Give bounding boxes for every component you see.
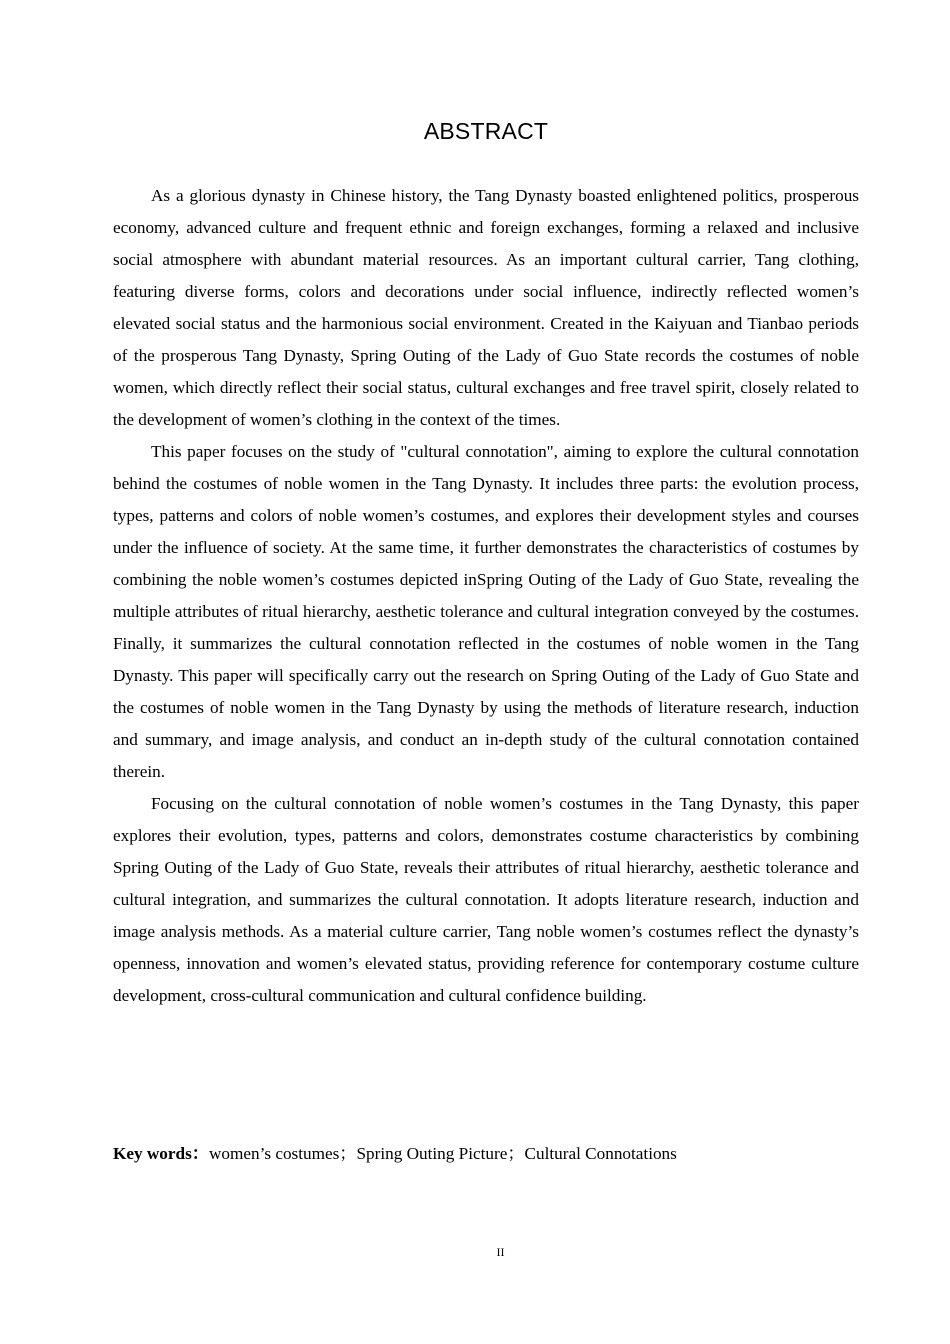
abstract-title: ABSTRACT <box>423 118 549 144</box>
keywords-line <box>113 1139 859 1169</box>
abstract-paragraph-1: As a glorious dynasty in Chinese history, the Tang Dynasty boasted enlightened politics, prosperous economy, advanced culture and frequent ethnic and foreign exchanges, forming a relaxed and inclusive social atmosphere with abundant material resources. As an important cultural carrier, Tang clothing, featuring diverse forms, colors and decorations under social influence, indirectly reflected women’s elevated social status and the harmonious social environment. Created in the Kaiyuan and Tianbao periods of the prosperous Tang Dynasty, Spring Outing of the Lady of Guo State records the costumes of noble women, which directly reflect their social status, cultural exchanges and free travel spirit, closely related to the development of women’s clothing in the context of the times. <box>113 186 859 429</box>
abstract-paragraph-3: Focusing on the cultural connotation of noble women’s costumes in the Tang Dynasty, this paper explores their evolution, types, patterns and colors, demonstrates costume characteristics by combining Spring Outing of the Lady of Guo State, reveals their attributes of ritual hierarchy, aesthetic tolerance and cultural integration, and summarizes the cultural connotation. It adopts literature research, induction and image analysis methods. As a material culture carrier, Tang noble women’s costumes reflect the dynasty’s openness, innovation and women’s elevated status, providing reference for contemporary costume culture development, cross-cultural communication and cultural confidence building. <box>113 794 859 1005</box>
keyword-item: Cultural Connotations <box>524 1144 677 1163</box>
page-number: II <box>496 1245 505 1259</box>
abstract-paragraph-2: This paper focuses on the study of "cultural connotation", aiming to explore the cultural connotation behind the costumes of noble women in the Tang Dynasty. It includes three parts: the evolution process, types, patterns and colors of noble women’s costumes, and explores their development styles and courses under the influence of society. At the same time, it further demonstrates the characteristics of costumes by combining the noble women’s costumes depicted inSpring Outing of the Lady of Guo State, revealing the multiple attributes of ritual hierarchy, aesthetic tolerance and cultural integration conveyed by the costumes. Finally, it summarizes the cultural connotation reflected in the costumes of noble women in the Tang Dynasty. This paper will specifically carry out the research on Spring Outing of the Lady of Guo State and the costumes of noble women in the Tang Dynasty by using the methods of literature research, induction and summary, and image analysis, and conduct an in-depth study of the cultural connotation contained therein. <box>113 442 859 781</box>
keyword-item: women’s costumes； <box>208 1144 357 1163</box>
abstract-body <box>113 180 859 1012</box>
keywords-label: Key words： <box>113 1144 209 1163</box>
keyword-item: Spring Outing Picture； <box>356 1144 525 1163</box>
